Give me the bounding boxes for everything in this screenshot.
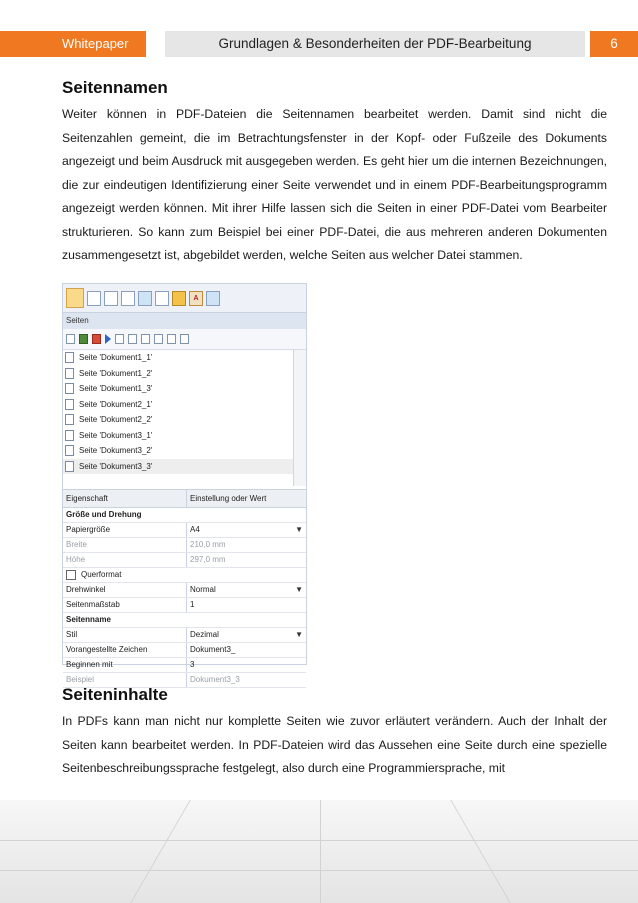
- page-list: [63, 350, 306, 486]
- property-value: Dokument3_: [190, 645, 236, 654]
- attachment-icon[interactable]: [155, 291, 169, 306]
- property-label: Drehwinkel: [63, 583, 187, 597]
- property-label: Beginnen mit: [63, 658, 187, 672]
- page-icon: [65, 352, 74, 363]
- page-list-scrollbar[interactable]: [293, 350, 306, 486]
- footer-decoration: [0, 800, 638, 903]
- page-item[interactable]: [63, 412, 306, 428]
- property-value: 1: [190, 600, 195, 609]
- property-row: [63, 553, 306, 568]
- view-toolbar: [63, 284, 306, 313]
- property-row[interactable]: [63, 523, 306, 538]
- paragraph-text: In PDFs kann man nicht nur komplette Seiten wie zuvor erläutert verändern. Auch der Inhalt der Seiten kann bearbeitet werden. In PDF-Dateien wird das Aussehen eine Seite durch eine spezielle Seitenbeschreibungssprache festgelegt, also durch eine Programmiersprache, mit: [62, 714, 607, 775]
- property-row: [63, 538, 306, 553]
- property-label: Vorangestellte Zeichen: [63, 643, 187, 657]
- page-label: Seite 'Dokument3_3': [79, 461, 153, 471]
- page-label: Seite 'Dokument3_2': [79, 446, 153, 455]
- page-icon: [65, 445, 74, 456]
- page-item[interactable]: [63, 381, 306, 397]
- property-row[interactable]: [63, 568, 306, 583]
- page-item[interactable]: [63, 428, 306, 444]
- header-title: Grundlagen & Besonderheiten der PDF-Bearbeitung: [165, 31, 585, 57]
- property-grid-header: [63, 489, 306, 508]
- property-value: A4: [190, 525, 200, 534]
- section-heading-seitennamen: Seitennamen: [62, 78, 168, 97]
- image-icon[interactable]: [138, 291, 152, 306]
- property-row[interactable]: [63, 658, 306, 673]
- category-row: [63, 508, 306, 523]
- property-value: 210,0 mm: [190, 540, 226, 549]
- page-item[interactable]: [63, 366, 306, 382]
- category-row: [63, 613, 306, 628]
- dropdown-icon[interactable]: ▼: [295, 525, 303, 534]
- play-icon[interactable]: [105, 334, 111, 344]
- list-icon[interactable]: [104, 291, 118, 306]
- embedded-screenshot: [62, 283, 307, 684]
- add-page-icon[interactable]: [79, 334, 88, 344]
- header-label: Whitepaper: [0, 31, 146, 57]
- property-label: Papiergröße: [63, 523, 187, 537]
- document-icon[interactable]: [87, 291, 101, 306]
- page-item[interactable]: [63, 443, 306, 459]
- font-icon[interactable]: A: [189, 291, 203, 306]
- category-label: Seitenname: [66, 615, 111, 624]
- page-icon: [65, 414, 74, 425]
- page-icon: [65, 368, 74, 379]
- property-label: Beispiel: [63, 673, 187, 687]
- page-label: Seite 'Dokument2_2': [79, 415, 153, 424]
- property-label: Höhe: [63, 553, 187, 567]
- property-label: Breite: [63, 538, 187, 552]
- page-icon: [65, 461, 74, 472]
- bookmark-icon[interactable]: [172, 291, 186, 306]
- property-label: Stil: [63, 628, 187, 642]
- insert-page-icon[interactable]: [66, 334, 75, 344]
- paragraph-seitennamen: [62, 103, 607, 268]
- panel-title: Seiten: [63, 313, 306, 329]
- page-item-selected[interactable]: [63, 459, 306, 475]
- property-row[interactable]: [63, 598, 306, 613]
- property-value: Dezimal: [190, 630, 219, 639]
- delete-page-icon[interactable]: [92, 334, 101, 344]
- column-value: Einstellung oder Wert: [190, 494, 267, 503]
- page-item[interactable]: [63, 397, 306, 413]
- page-icon: [65, 430, 74, 441]
- page-label: Seite 'Dokument3_1': [79, 430, 153, 440]
- property-value: 3: [190, 660, 195, 669]
- page-icon: [65, 383, 74, 394]
- page-label: Seite 'Dokument2_1': [79, 399, 153, 409]
- page-label: Seite 'Dokument1_1': [79, 353, 153, 362]
- property-value: Dokument3_3: [190, 675, 240, 684]
- property-value: Normal: [190, 585, 216, 594]
- copy-icon[interactable]: [128, 334, 137, 344]
- page-icon: [65, 399, 74, 410]
- property-row[interactable]: [63, 628, 306, 643]
- property-row[interactable]: [63, 583, 306, 598]
- pages-toolbar: [63, 329, 306, 350]
- page-number: 6: [590, 31, 638, 57]
- print-icon[interactable]: [167, 334, 176, 344]
- options-icon[interactable]: [180, 334, 189, 344]
- property-label: Querformat: [81, 570, 122, 579]
- property-label: Seitenmaßstab: [63, 598, 187, 612]
- property-value: 297,0 mm: [190, 555, 226, 564]
- thumbnail-icon[interactable]: [206, 291, 220, 306]
- layout-icon[interactable]: [154, 334, 163, 344]
- page-label: Seite 'Dokument1_3': [79, 384, 153, 393]
- property-row[interactable]: [63, 643, 306, 658]
- landscape-checkbox[interactable]: [66, 570, 76, 580]
- pages-view-icon[interactable]: [66, 288, 84, 308]
- grid-icon[interactable]: [141, 334, 150, 344]
- dropdown-icon[interactable]: ▼: [295, 630, 303, 639]
- page-label: Seite 'Dokument1_2': [79, 368, 153, 378]
- column-property: Eigenschaft: [63, 490, 187, 507]
- category-label: Größe und Drehung: [66, 510, 142, 519]
- rotate-icon[interactable]: [115, 334, 124, 344]
- section-heading-seiteninhalte: Seiteninhalte: [62, 685, 168, 704]
- text-icon[interactable]: [121, 291, 135, 306]
- page-item[interactable]: [63, 350, 306, 366]
- dropdown-icon[interactable]: ▼: [295, 585, 303, 594]
- paragraph-seiteninhalte: [62, 710, 607, 781]
- paragraph-text: Weiter können in PDF-Dateien die Seitennamen bearbeitet werden. Damit sind nicht die Seitenzahlen gemeint, die im Betrachtungsfenster in der Kopf- oder Fußzeile des Dokuments angezeigt und beim Ausdruck mit ausgegeben werden. Es geht hier um die internen Bezeichnungen, die zur eindeutigen Identifizierung einer Seite verwendet und in einem PDF-Bearbeitungsprogramm angezeigt werden können. Mit ihrer Hilfe lassen sich die Seiten in einer PDF-Datei vom Bearbeiter strukturieren. So kann zum Beispiel bei einer PDF-Datei, die aus mehreren anderen Dokumenten zusammengesetzt ist, abgebildet werden, welche Seiten aus welcher Datei stammen.: [62, 107, 607, 262]
